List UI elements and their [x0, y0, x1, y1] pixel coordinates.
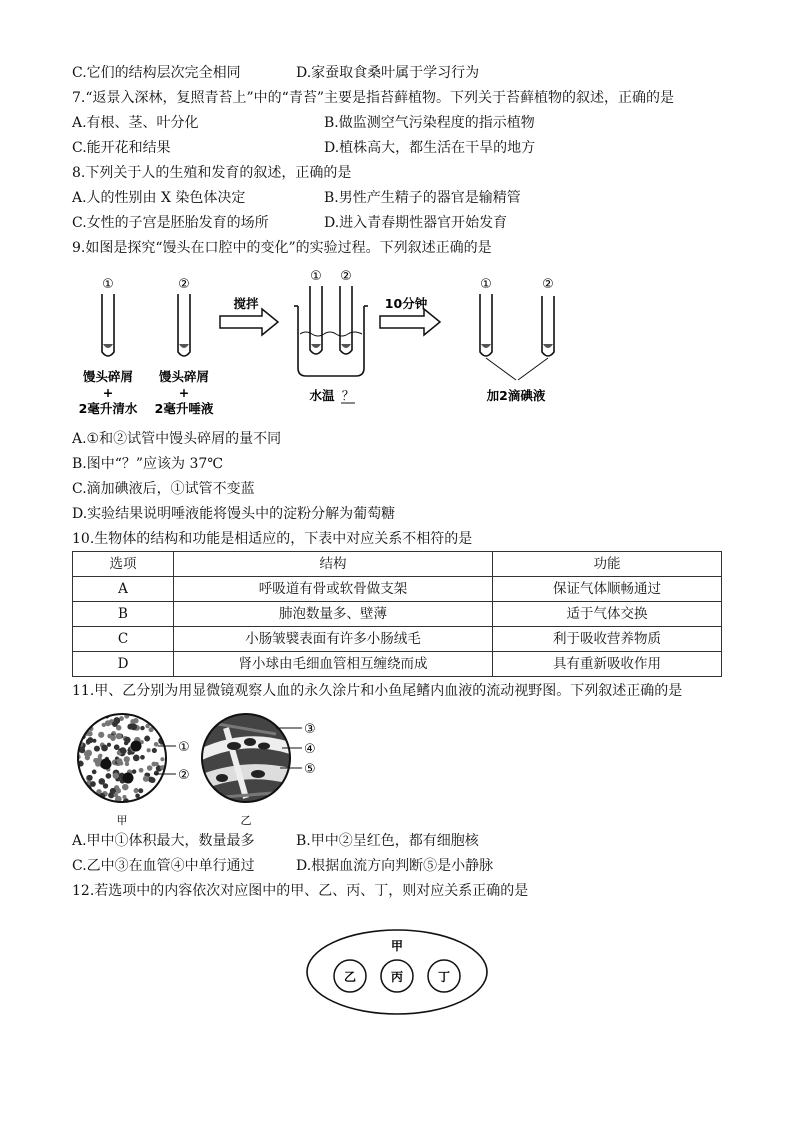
q8-option-d: D.进入青春期性器官开始发育: [324, 215, 508, 231]
table-row: B 肺泡数量多、壁薄 适于气体交换: [73, 602, 722, 627]
q11-option-d: D.根据血流方向判断⑤是小静脉: [296, 858, 494, 874]
q8-stem: 8.下列关于人的生殖和发育的叙述，正确的是: [72, 165, 352, 181]
tube2-number: ②: [178, 277, 190, 292]
svg-text:②: ②: [542, 277, 554, 292]
beaker-icon: [294, 286, 368, 376]
result-tubes-icon: [480, 294, 554, 380]
q8-option-a: A.人的性别由 X 染色体决定: [72, 190, 246, 206]
q9-option-d: D.实验结果说明唾液能将馒头中的淀粉分解为葡萄糖: [72, 506, 396, 522]
svg-text:②: ②: [178, 768, 190, 783]
q10-stem: 10.生物体的结构和功能是相适应的，下表中对应关系不相符的是: [72, 531, 473, 547]
iodine-label: 加2滴碘液: [486, 388, 546, 403]
q7-option-a: A.有根、茎、叶分化: [72, 115, 199, 131]
svg-text:④: ④: [304, 742, 316, 757]
svg-text:+: +: [102, 385, 114, 400]
svg-text:馒头碎屑: 馒头碎屑: [82, 369, 134, 384]
q9-experiment-figure: [70, 266, 590, 422]
q9-option-a: A.①和②试管中馒头碎屑的量不同: [72, 431, 282, 447]
q11-option-a: A.甲中①体积最大，数量最多: [72, 833, 255, 849]
q6-option-d: D.家蚕取食桑叶属于学习行为: [296, 65, 480, 81]
q10-table: [72, 551, 722, 677]
q12-set-diagram: [302, 926, 492, 1018]
q8-option-b: B.男性产生精子的器官是输精管: [324, 190, 521, 206]
svg-text:2毫升清水: 2毫升清水: [78, 401, 138, 416]
svg-text:①: ①: [178, 740, 190, 755]
q7-stem: 7.“返景入深林，复照青苔上”中的“青苔”主要是指苔藓植物。下列关于苔藓植物的叙述，正确的是: [72, 90, 674, 106]
ding-circle-label: 丁: [437, 970, 451, 984]
q6-option-c: C.它们的结构层次完全相同: [72, 65, 241, 81]
svg-text:2毫升唾液: 2毫升唾液: [154, 401, 214, 416]
ten-minutes-label: 10分钟: [384, 296, 428, 311]
q8-option-c: C.女性的子宫是胚胎发育的场所: [72, 215, 269, 231]
svg-text:馒头碎屑: 馒头碎屑: [158, 369, 210, 384]
q9-option-c: C.滴加碘液后，①试管不变蓝: [72, 481, 255, 497]
arrow2-icon: [380, 309, 440, 335]
svg-text:①: ①: [310, 269, 322, 284]
q11-option-c: C.乙中③在血管④中单行通过: [72, 858, 255, 874]
table-row: D 肾小球由毛细血管相互缠绕而成 具有重新吸收作用: [73, 652, 722, 677]
table-row: A 呼吸道有骨或软骨做支架 保证气体顺畅通过: [73, 577, 722, 602]
table-row: C 小肠皱襞表面有许多小肠绒毛 利于吸收营养物质: [73, 627, 722, 652]
svg-text:？: ？: [341, 388, 355, 403]
tube2-icon: [178, 294, 190, 356]
svg-text:①: ①: [480, 277, 492, 292]
q9-option-b: B.图中“？”应该为 37℃: [72, 456, 223, 472]
q7-option-d: D.植株高大，都生活在干旱的地方: [324, 140, 536, 156]
stir-label: 搅拌: [233, 296, 259, 311]
yi-circle-label: 乙: [343, 970, 357, 984]
table-header-row: 选项 结构 功能: [73, 552, 722, 577]
svg-text:②: ②: [340, 269, 352, 284]
jia-label: 甲: [116, 814, 128, 827]
q12-stem: 12.若选项中的内容依次对应图中的甲、乙、丙、丁，则对应关系正确的是: [72, 883, 529, 899]
arrow1-icon: [220, 309, 278, 335]
tube1-number: ①: [102, 277, 114, 292]
tube1-icon: [102, 294, 114, 356]
q11-option-b: B.甲中②呈红色，都有细胞核: [296, 833, 479, 849]
svg-text:+: +: [178, 385, 190, 400]
q7-option-b: B.做监测空气污染程度的指示植物: [324, 115, 535, 131]
q11-microscope-figure: [76, 708, 336, 830]
q11-stem: 11.甲、乙分别为用显微镜观察人血的永久涂片和小鱼尾鳍内血液的流动视野图。下列叙述正确的是: [72, 683, 683, 699]
jia-set-label: 甲: [390, 939, 404, 953]
q9-stem: 9.如图是探究“馒头在口腔中的变化”的实验过程。下列叙述正确的是: [72, 240, 492, 256]
yi-label: 乙: [240, 814, 252, 827]
water-temp-label: 水温: [309, 388, 335, 403]
svg-text:③: ③: [304, 722, 316, 737]
svg-text:⑤: ⑤: [304, 762, 316, 777]
q7-option-c: C.能开花和结果: [72, 140, 171, 156]
bing-circle-label: 丙: [390, 970, 404, 984]
